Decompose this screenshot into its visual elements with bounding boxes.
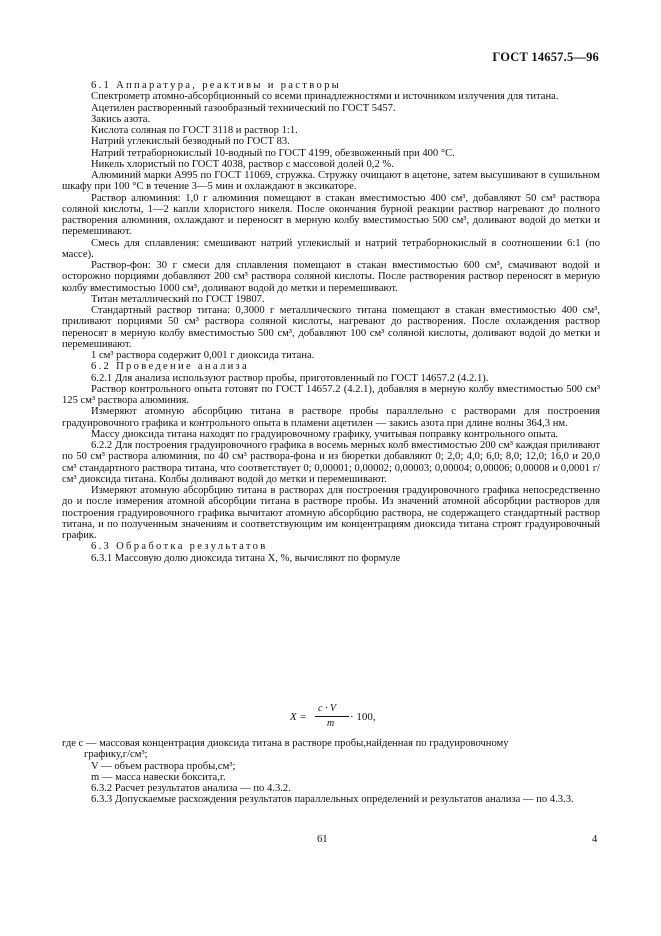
paragraph: Спектрометр атомно-абсорбционный со всеми принадлежностями и источником излучения для титана.	[91, 91, 559, 103]
formula-equals: =	[300, 711, 307, 723]
paragraph: Раствор алюминия: 1,0 г алюминия помещают в стакан вместимостью 400 см³, добавляют 50 см³ раствора соляной кислоты, 1—2 капли хлористого никеля. После окончания бурной реакции раствор нагревают до полного растворения алюминия, охлаждают и переносят в мерную колбу вместимостью 500 см³, доливают водой до метки и перемешивают.	[62, 192, 600, 238]
paragraph: Массу диоксида титана находят по градуировочному графику, учитывая поправку контрольного опыта.	[91, 428, 559, 440]
definition-m: m — масса навески боксита,г.	[91, 771, 226, 783]
paragraph: Стандартный раствор титана: 0,3000 г металлического титана помещают в стакан вместимостью 400 см³, приливают порциями 50 см³ раствора соляной кислоты, нагревают до растворения. После охлаждения раствор переносят в мерную колбу вместимостью 500 см³, добавляют 100 см³ соляной кислоты, доливают водой до метки и перемешивают.	[62, 305, 600, 350]
formula-definitions	[62, 738, 600, 806]
paragraph: Натрий тетраборнокислый 10-водный по ГОСТ 4199, обезвоженный при 400 °С.	[91, 147, 455, 159]
paragraph: Никель хлористый по ГОСТ 4038, раствор с массовой долей 0,2 %.	[91, 158, 394, 170]
paragraph: 6.3.3 Допускаемые расхождения результатов параллельных определений и результатов анализа — по 4.3.3.	[91, 794, 574, 806]
formula-denominator: m	[327, 718, 335, 729]
paragraph: Алюминий марки А995 по ГОСТ 11069, стружка. Стружку очищают в ацетоне, затем высушивают в сушильном шкафу при 100 °С в течение 3—5 мин и охлаждают в эксикаторе.	[62, 170, 600, 193]
definition-c-cont: графику,г/см³;	[84, 749, 148, 761]
section-6-1-heading: 6.1 Аппаратура, реактивы и растворы	[91, 80, 342, 91]
paragraph: 6.2.1 Для анализа используют раствор пробы, приготовленный по ГОСТ 14657.2 (4.2.1).	[91, 372, 489, 384]
paragraph: 6.3.1 Массовую долю диоксида титана X, %, вычисляют по формуле	[91, 552, 401, 564]
paragraph: Ацетилен растворенный газообразный технический по ГОСТ 5457.	[91, 102, 396, 114]
sheet-number: 4	[592, 834, 598, 845]
paragraph: Раствор-фон: 30 г смеси для сплавления помещают в стакан вместимостью 600 см³, смачивают водой и осторожно порциями добавляют 200 см³ раствора соляной кислоты. После растворения раствор переносят в мерную колбу вместимостью 1000 см³, доливают водой до метки и перемешивают.	[62, 260, 600, 294]
section-6-3-heading: 6.3 Обработка результатов	[91, 541, 268, 553]
paragraph: Кислота соляная по ГОСТ 3118 и раствор 1:1.	[91, 125, 298, 136]
paragraph: Натрий углекислый безводный по ГОСТ 83.	[91, 136, 290, 148]
paragraph: 1 см³ раствора содержит 0,001 г диоксида титана.	[91, 350, 315, 361]
paragraph: Раствор контрольного опыта готовят по ГОСТ 14657.2 (4.2.1), добавляя в мерную колбу вместимостью 500 см³ 125 см³ раствора алюминия.	[62, 383, 600, 406]
definition-v: V — объем раствора пробы,см³;	[91, 760, 236, 772]
paragraph: Измеряют атомную абсорбцию титана в растворах для построения градуировочного графика непосредственно до и после измерения атомной абсорбции титана в растворе пробы. Из значений атомной абсорбции растворов для построения градуировочного графика вычитают атомную абсорбцию раствора, не содержащего стандартный раствор титана, и по полученным значениям и соответствующим им концентрациям диоксида титана строят градуировочный график.	[62, 485, 600, 541]
page-number: 61	[317, 834, 328, 845]
document-code-header: ГОСТ 14657.5—96	[492, 50, 599, 64]
paragraph: 6.3.2 Расчет результатов анализа — по 4.3.2.	[91, 783, 291, 794]
paragraph: 6.2.2 Для построения градуировочного графика в восемь мерных колб вместимостью 200 см³ каждая приливают по 50 см³ раствора алюминия, по 40 см³ раствора-фона и из бюретки добавляют 0; 2,0; 4,0; 6,0; 8,0; 12,0; 16,0 и 20,0 см³ стандартного раствора титана, что соответствует 0; 0,00001; 0,00002; 0,00003; 0,00004; 0,00006; 0,00008 и 0,0001 г/см³ диоксида титана. Колбы доливают водой до метки и перемешивают.	[62, 440, 600, 485]
paragraph: Измеряют атомную абсорбцию титана в растворе пробы параллельно с растворами для построения градуировочного графика и контрольного опыта в пламени ацетилен — закись азота при длине волны 364,3 нм.	[62, 406, 600, 429]
section-6-2-heading: 6.2 Проведение анализа	[91, 361, 250, 373]
formula-lhs: X	[290, 711, 297, 723]
fraction-bar	[315, 716, 349, 717]
paragraph: Смесь для сплавления: смешивают натрий углекислый и натрий тетраборнокислый в соотношении 6:1 (по массе).	[62, 237, 600, 260]
main-text	[62, 80, 600, 564]
formula-multiplier: · 100,	[350, 711, 376, 723]
definition-c: где c — массовая концентрация диоксида титана в растворе пробы,найденная по градуировочному	[62, 738, 509, 749]
paragraph: Закись азота.	[91, 113, 151, 125]
formula	[290, 705, 410, 735]
paragraph: Титан металлический по ГОСТ 19807.	[91, 293, 265, 305]
formula-numerator: c · V	[318, 703, 337, 714]
